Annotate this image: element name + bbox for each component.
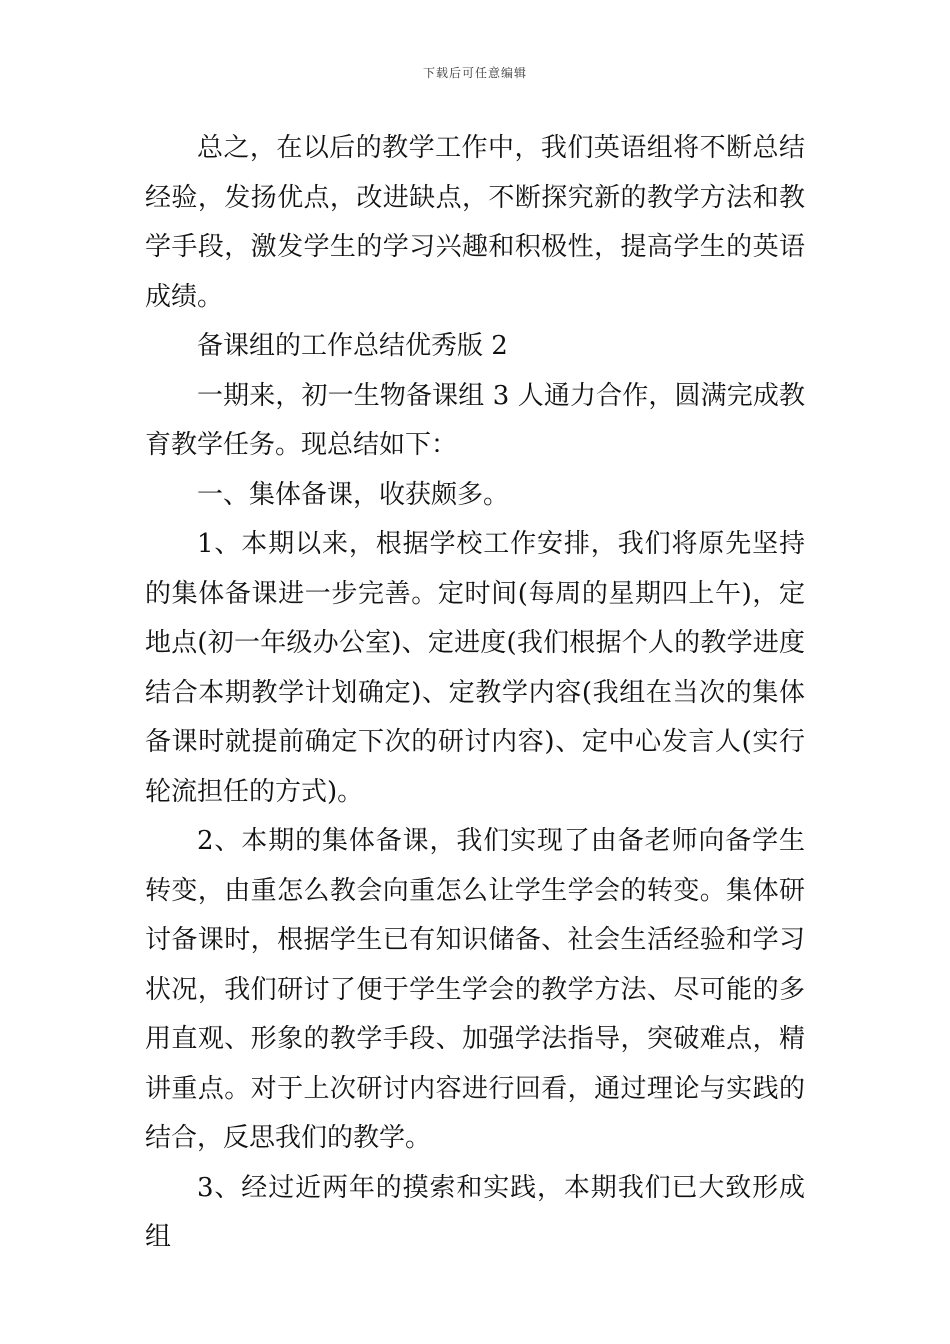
page-header: 下载后可任意编辑 xyxy=(422,66,527,80)
paragraph-item-3: 3、经过近两年的摸索和实践，本期我们已大致形成组 xyxy=(145,1172,805,1252)
section-heading-1: 一、集体备课，收获颇多。 xyxy=(197,479,510,510)
section-title: 备课组的工作总结优秀版 2 xyxy=(197,331,508,361)
paragraph-item-2: 2、本期的集体备课，我们实现了由备老师向备学生转变，由重怎么教会向重怎么让学生学会的转变。集体研讨备课时，根据学生已有知识储备、社会生活经验和学习状况，我们研讨了便于学生学会的教学方法、尽可能的多用直观、形象的教学手段、加强学法指导，突破难点，精讲重点。对于上次研讨内容进行回看，通过理论与实践的结合，反思我们的教学。 xyxy=(145,826,805,1153)
document-body xyxy=(145,124,805,1263)
paragraph-item-1: 1、本期以来，根据学校工作安排，我们将原先坚持的集体备课进一步完善。定时间(每周的星期四上午)，定地点(初一年级办公室)、定进度(我们根据个人的教学进度结合本期教学计划确定)、定教学内容(我组在当次的集体备课时就提前确定下次的研讨内容)、定中心发言人(实行轮流担任的方式)。 xyxy=(145,529,805,807)
paragraph-intro: 一期来，初一生物备课组 3 人通力合作，圆满完成教育教学任务。现总结如下： xyxy=(145,380,805,460)
paragraph-conclusion: 总之，在以后的教学工作中，我们英语组将不断总结经验，发扬优点，改进缺点，不断探究新的教学方法和教学手段，激发学生的学习兴趣和积极性，提高学生的英语成绩。 xyxy=(145,133,805,312)
